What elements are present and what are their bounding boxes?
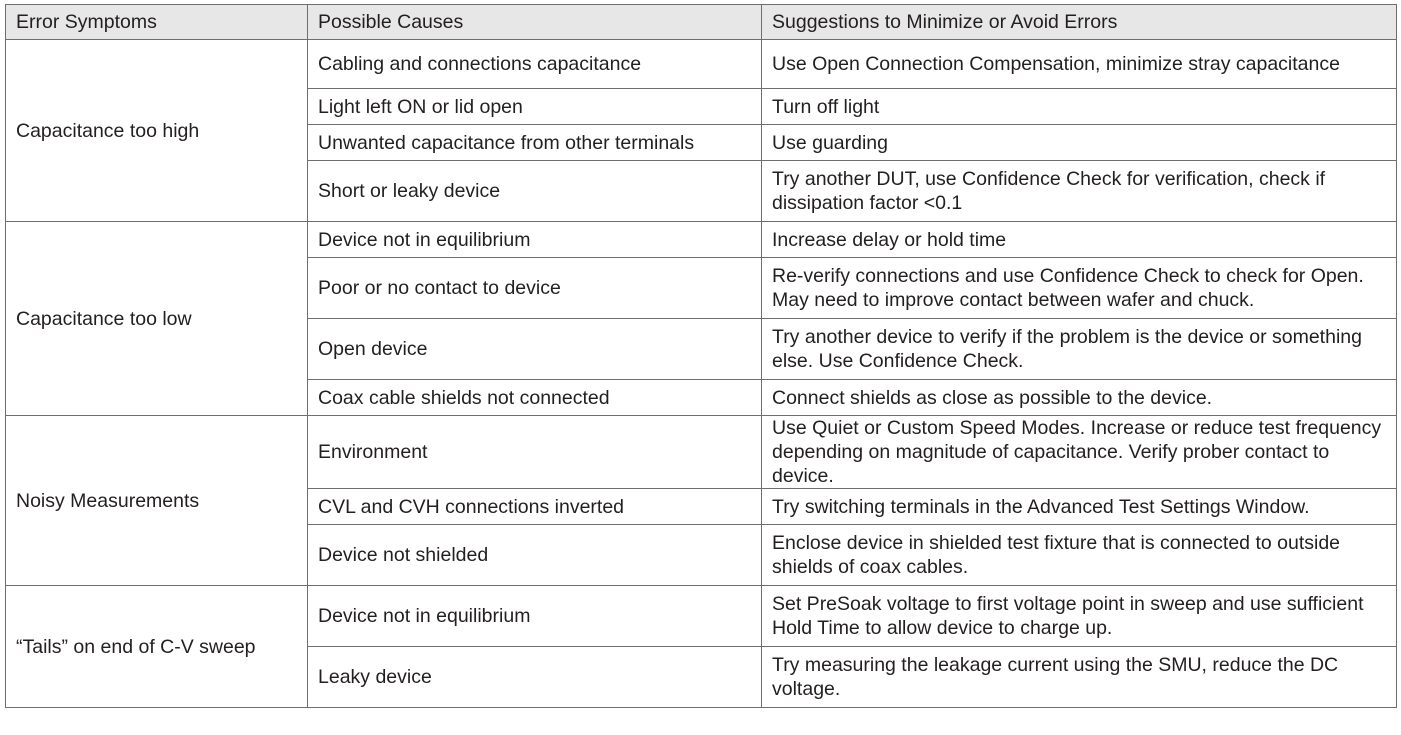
cause-cell: Poor or no contact to device bbox=[308, 258, 762, 319]
cause-cell: Device not in equilibrium bbox=[308, 222, 762, 258]
suggestion-cell: Try measuring the leakage current using the SMU, reduce the DC voltage. bbox=[762, 647, 1397, 708]
symptom-cell: Capacitance too high bbox=[6, 40, 308, 222]
cause-cell: Cabling and connections capacitance bbox=[308, 40, 762, 89]
suggestion-cell: Try another DUT, use Confidence Check for verification, check if dissipation factor <0.1 bbox=[762, 161, 1397, 222]
suggestion-cell: Try switching terminals in the Advanced Test Settings Window. bbox=[762, 489, 1397, 525]
table-row bbox=[6, 416, 1397, 489]
table-row bbox=[6, 222, 1397, 258]
cause-cell: CVL and CVH connections inverted bbox=[308, 489, 762, 525]
table-row bbox=[6, 586, 1397, 647]
suggestion-cell: Use Quiet or Custom Speed Modes. Increase or reduce test frequency depending on magnitude of capacitance. Verify prober contact to device. bbox=[762, 416, 1397, 489]
cause-cell: Open device bbox=[308, 319, 762, 380]
cause-cell: Light left ON or lid open bbox=[308, 89, 762, 125]
suggestion-cell: Use guarding bbox=[762, 125, 1397, 161]
table-row bbox=[6, 40, 1397, 89]
cause-cell: Device not in equilibrium bbox=[308, 586, 762, 647]
suggestion-cell: Connect shields as close as possible to the device. bbox=[762, 380, 1397, 416]
suggestion-cell: Increase delay or hold time bbox=[762, 222, 1397, 258]
suggestion-cell: Re-verify connections and use Confidence Check to check for Open. May need to improve contact between wafer and chuck. bbox=[762, 258, 1397, 319]
cause-cell: Short or leaky device bbox=[308, 161, 762, 222]
cause-cell: Device not shielded bbox=[308, 525, 762, 586]
cause-cell: Leaky device bbox=[308, 647, 762, 708]
suggestion-cell: Set PreSoak voltage to first voltage point in sweep and use sufficient Hold Time to allow device to charge up. bbox=[762, 586, 1397, 647]
suggestion-cell: Use Open Connection Compensation, minimize stray capacitance bbox=[762, 40, 1397, 89]
cause-cell: Coax cable shields not connected bbox=[308, 380, 762, 416]
cause-cell: Unwanted capacitance from other terminals bbox=[308, 125, 762, 161]
suggestion-cell: Turn off light bbox=[762, 89, 1397, 125]
symptom-cell: “Tails” on end of C-V sweep bbox=[6, 586, 308, 708]
suggestion-cell: Try another device to verify if the problem is the device or something else. Use Confidence Check. bbox=[762, 319, 1397, 380]
header-possible-causes: Possible Causes bbox=[308, 5, 762, 40]
header-error-symptoms: Error Symptoms bbox=[6, 5, 308, 40]
header-row bbox=[6, 5, 1397, 40]
header-suggestions: Suggestions to Minimize or Avoid Errors bbox=[762, 5, 1397, 40]
cause-cell: Environment bbox=[308, 416, 762, 489]
troubleshooting-table bbox=[5, 4, 1397, 708]
symptom-cell: Capacitance too low bbox=[6, 222, 308, 416]
suggestion-cell: Enclose device in shielded test fixture that is connected to outside shields of coax cables. bbox=[762, 525, 1397, 586]
symptom-cell: Noisy Measurements bbox=[6, 416, 308, 586]
